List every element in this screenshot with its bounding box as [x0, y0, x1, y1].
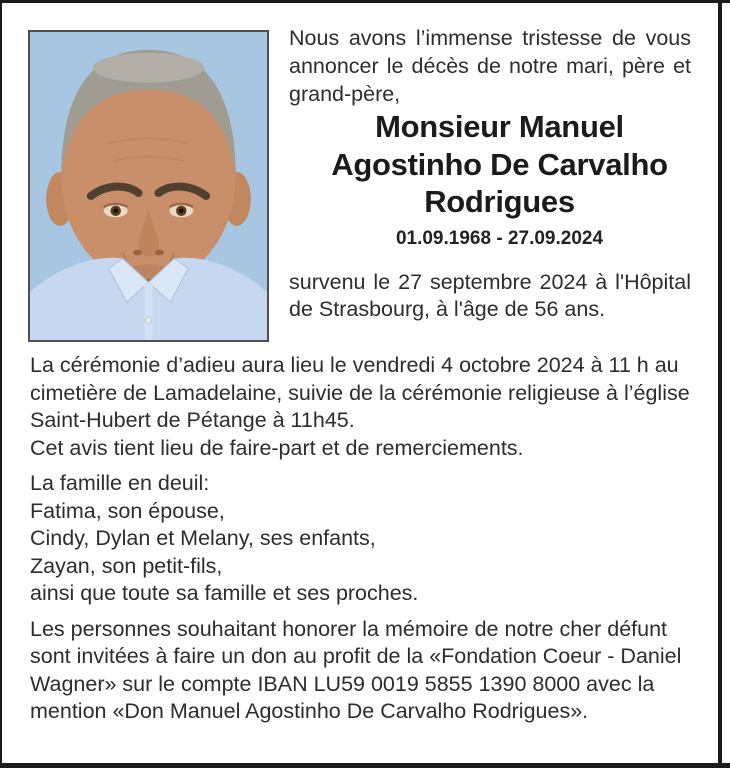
announcement-column [289, 24, 710, 324]
family-member-line: Cindy, Dylan et Melany, ses enfants, [30, 526, 376, 550]
portrait-photo-illustration [30, 32, 267, 340]
notice-body [30, 352, 710, 734]
family-paragraph [30, 470, 710, 608]
life-dates: 01.09.1968 - 27.09.2024 [395, 227, 604, 249]
ceremony-text: La cérémonie d’adieu aura lieu le vendredi 4 octobre 2024 à 11 h au cimetière de Lamadelaine, suivie de la cérémonie religieuse à l’église Saint-Hubert de Pétange à 11h45. [30, 353, 690, 432]
announcement-intro: Nous avons l’immense tristesse de vous annoncer le décès de notre mari, père et grand-père, [289, 26, 691, 106]
frame-border-left [0, 0, 2, 768]
deceased-name-line-2: Agostinho De Carvalho [331, 146, 668, 182]
family-heading: La famille en deuil: [30, 471, 210, 495]
deceased-name-line-1: Monsieur Manuel [375, 109, 624, 144]
portrait-photo [28, 30, 269, 342]
death-details: survenu le 27 septembre 2024 à l'Hôpital de Strasbourg, à l'âge de 56 ans. [289, 269, 691, 321]
family-member-line: Fatima, son épouse, [30, 498, 225, 523]
deceased-name [289, 108, 710, 221]
faire-part-text: Cet avis tient lieu de faire-part et de remerciements. [30, 435, 524, 460]
ceremony-paragraph [30, 352, 710, 462]
family-member-line: Zayan, son petit-fils, [30, 553, 223, 578]
deceased-name-line-3: Rodrigues [424, 184, 575, 219]
frame-border-top [0, 0, 730, 3]
family-member-line: ainsi que toute sa famille et ses proches. [30, 581, 419, 605]
frame-border-right [718, 0, 722, 768]
frame-border-bottom [0, 763, 730, 768]
donation-paragraph: Les personnes souhaitant honorer la mémoire de notre cher défunt sont invitées à faire un don au profit de la «Fondation Coeur - Daniel Wagner» sur le compte IBAN LU59 0019 5855 1390 8000 avec la mention «Don Manuel Agostinho De Carvalho Rodrigues». [30, 616, 682, 723]
